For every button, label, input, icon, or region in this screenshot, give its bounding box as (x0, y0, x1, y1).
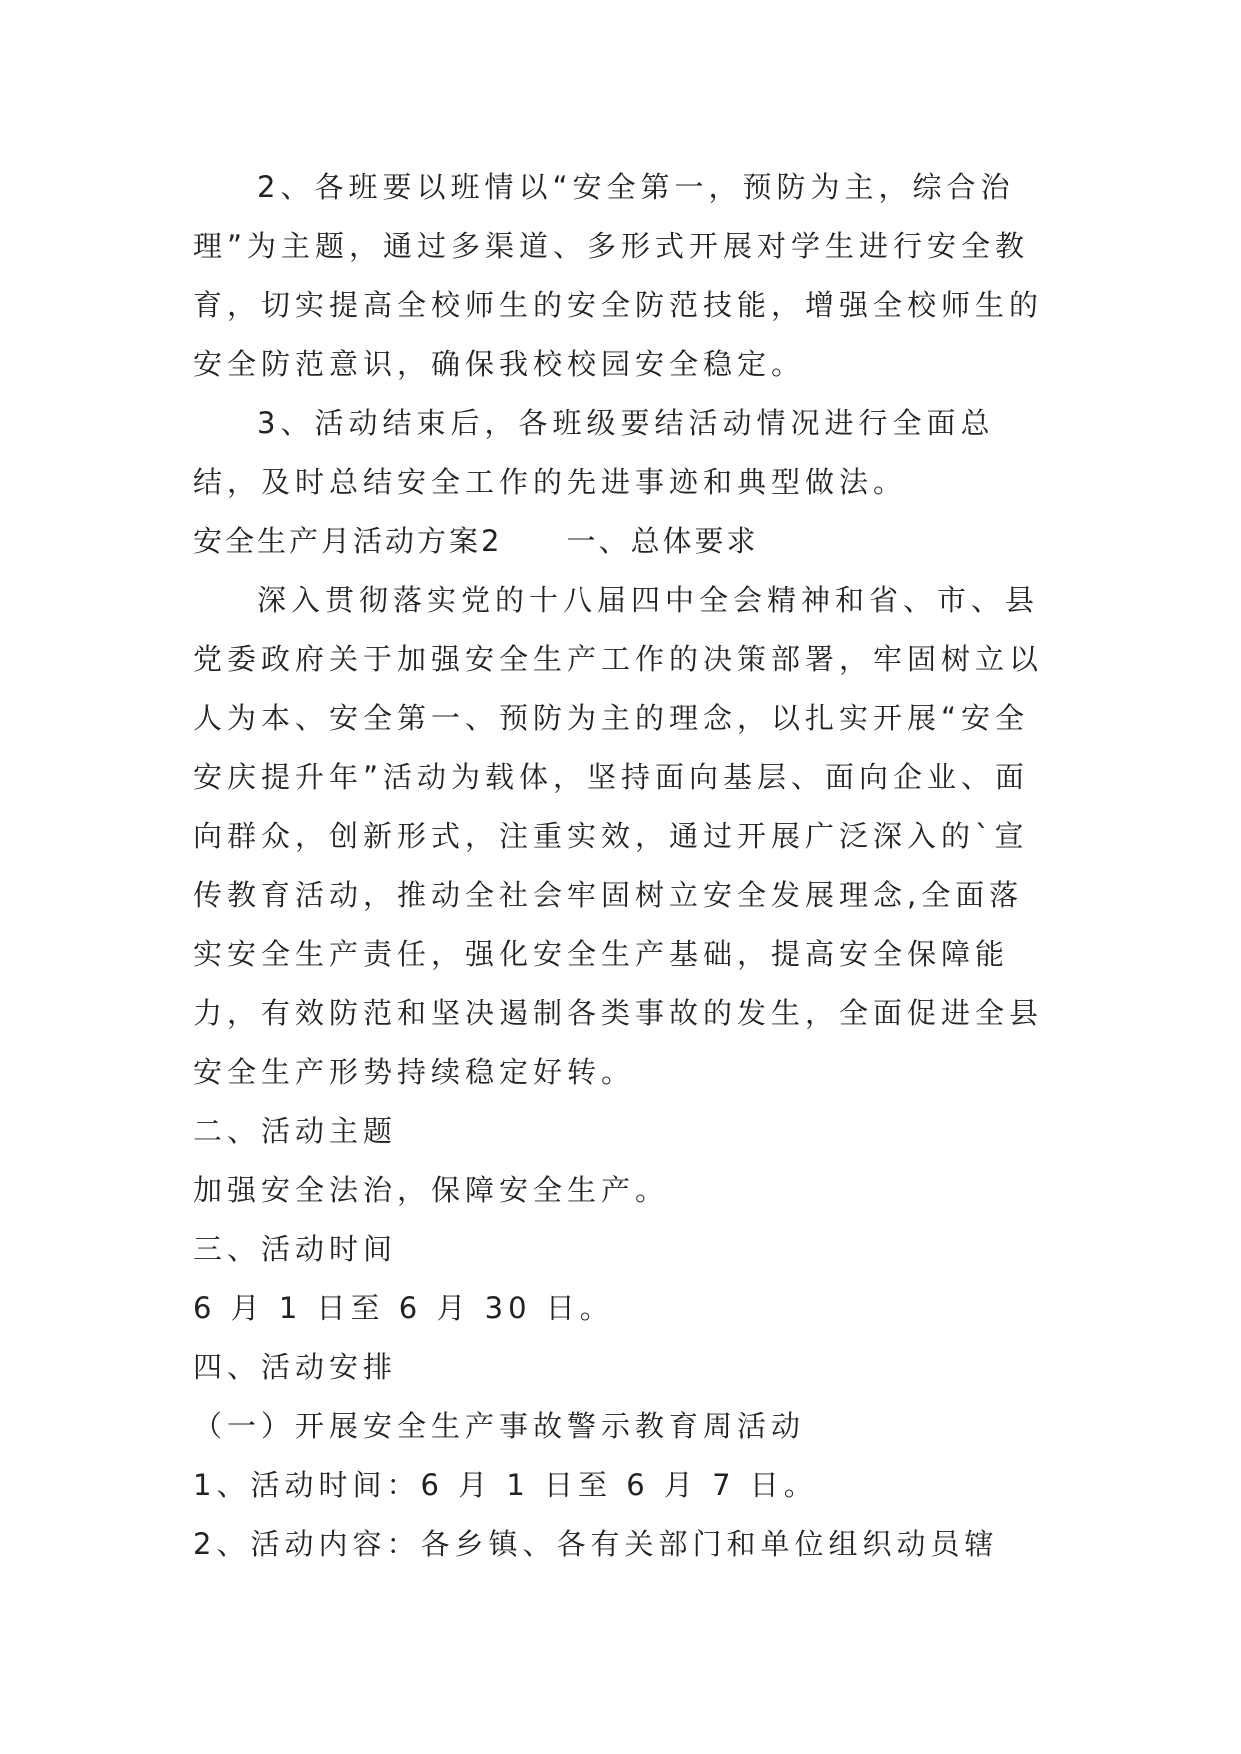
paragraph-class-safety-education: 2、各班要以班情以“安全第一，预防为主，综合治理”为主题，通过多渠道、多形式开展对学生进行安全教育，切实提高全校师生的安全防范技能，增强全校师生的安全防范意识，确保我校校园安全稳定。 (193, 170, 1044, 381)
text-warning-week-time: 1、活动时间：6 月 1 日至 6 月 7 日。 (193, 1468, 818, 1502)
paragraph-activity-summary: 3、活动结束后，各班级要结活动情况进行全面总结，及时总结安全工作的先进事迹和典型做法。 (193, 406, 995, 499)
heading-activity-arrangement: 四、活动安排 (193, 1350, 398, 1384)
document-body (193, 158, 1049, 1574)
heading-activity-theme: 二、活动主题 (193, 1114, 398, 1148)
paragraph-overall-requirements: 深入贯彻落实党的十八届四中全会精神和省、市、县党委政府关于加强安全生产工作的决策部署，牢固树立以人为本、安全第一、预防为主的理念，以扎实开展“安全安庆提升年”活动为载体，坚持面向基层、面向企业、面向群众，创新形式，注重实效，通过开展广泛深入的`宣传教育活动，推动全社会牢固树立安全发展理念,全面落实安全生产责任，强化安全生产基础，提高安全保障能力，有效防范和坚决遏制各类事故的发生，全面促进全县安全生产形势持续稳定好转。 (193, 583, 1044, 1089)
section-title-plan-2: 安全生产月活动方案2 一、总体要求 (193, 524, 759, 558)
heading-activity-time: 三、活动时间 (193, 1232, 398, 1266)
subheading-warning-education-week: （一）开展安全生产事故警示教育周活动 (193, 1409, 806, 1443)
text-warning-week-content: 2、活动内容：各乡镇、各有关部门和单位组织动员辖 (193, 1527, 999, 1561)
text-activity-time: 6 月 1 日至 6 月 30 日。 (193, 1291, 614, 1325)
text-activity-theme: 加强安全法治，保障安全生产。 (193, 1173, 670, 1207)
